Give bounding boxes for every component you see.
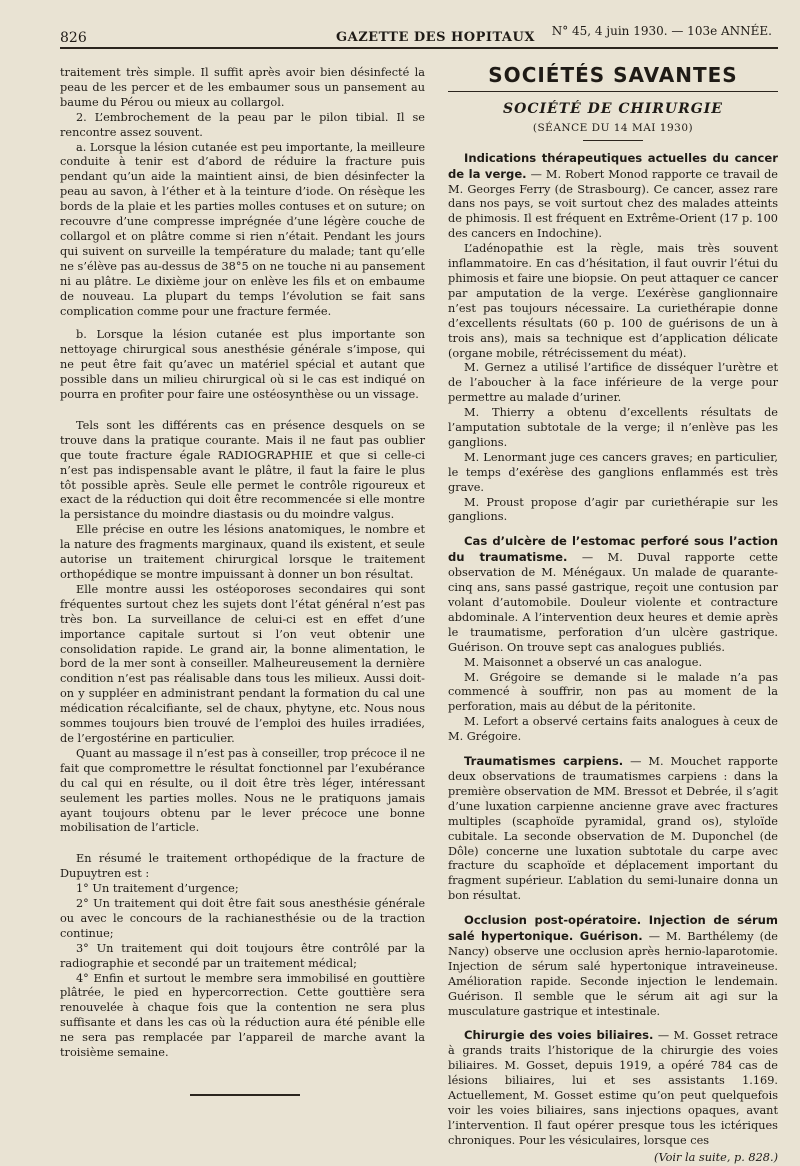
report-item [448, 361, 778, 406]
report-item [448, 496, 778, 526]
report-item [448, 534, 778, 655]
paragraph: Tels sont les différents cas en présence desquels on se trouve dans la pratique courante. Mais il ne faut pas oublier que toute fracture égale RADIOGRAPHIE et que si celle-ci n’est pas indispensable avant le plâtre, il faut la faire le plus tôt possible après. Seule elle permet le contrôle rigoureux et exact de la réduction qui doit être recommencée si elle montre la persistance du moindre diastasis ou du moindre valgus. [60, 418, 425, 522]
paragraph: En résumé le traitement orthopédique de la fracture de Dupuytren est : [60, 852, 425, 881]
section-rule [448, 91, 778, 92]
item-text: M. Lefort a observé certains faits analogues à ceux de M. Grégoire. [448, 715, 778, 744]
report-item [448, 754, 778, 904]
report-item [448, 1028, 778, 1148]
item-title: Occlusion post-opératoire. Injection de sérum salé hypertonique. Guérison. [448, 913, 778, 944]
report-item [448, 671, 778, 716]
item-title: Cas d’ulcère de l’estomac perforé sous l’action du traumatisme. [448, 534, 778, 565]
item-text: M. Grégoire se demande si le malade n’a pas commencé à souffrir, non pas au moment de la perforation, mais au début de la péritonite. [448, 670, 778, 714]
item-text: M. Gernez a utilisé l’artifice de disséquer l’urètre et de l’aboucher à la face inférieure de la verge pour permettre au malade d’uriner. [448, 361, 778, 405]
paragraph: 1° Un traitement d’urgence; [76, 882, 239, 896]
bottom-ornament-rule [190, 1094, 300, 1096]
issue-info: N° 45, 4 juin 1930. — 103e ANNÉE. [551, 24, 772, 38]
item-text: M. Proust propose d’agir par curiethérapie sur les ganglions. [448, 495, 778, 524]
paragraph: 2° Un traitement qui doit être fait sous anesthésie générale ou avec le concours de la rachianesthésie ou de la traction continue; [60, 897, 425, 940]
report-item [448, 656, 778, 671]
item-text: — M. Robert Monod rapporte ce travail de M. Georges Ferry (de Strasbourg). Ce cancer, assez rare dans nos pays, se voit surtout chez des malades atteints de phimosis. Il est fréquent en Extrême-Orient (17 p. 100 des cancers en Indochine). [448, 167, 778, 241]
report-item [448, 406, 778, 451]
session-date: (SÉANCE DU 14 MAI 1930) [532, 121, 694, 134]
paragraph: Quant au massage il n’est pas à conseiller, trop précoce il ne fait que compromettre le résultat fonctionnel par l’exubérance du cal qui en résulte, ou il doit être très léger, intéressant seulement les parties molles. Nous ne le pratiquons jamais ayant toujours obtenu par le lever précoce une bonne mobilisation de l’article. [60, 746, 425, 835]
society-title: SOCIÉTÉ DE CHIRURGIE [503, 100, 723, 117]
journal-title: GAZETTE DES HOPITAUX [336, 30, 535, 45]
page-number: 826 [60, 30, 87, 46]
continued-note: (Voir la suite, p. 828.) [654, 1150, 778, 1164]
paragraph: 2. L’embrochement de la peau par le pilon tibial. Il se rencontre assez souvent. [60, 110, 425, 139]
report-item [448, 715, 778, 745]
paragraph: traitement très simple. Il suffit après avoir bien désinfecté la peau de les percer et de les embaumer sous un pansement au baume du Pérou ou mieux au collargol. [60, 66, 425, 109]
item-text: — M. Mouchet rapporte deux observations de traumatismes carpiens : dans la première observation de MM. Bressot et Debrée, il s’agit d’une luxation carpienne ancienne grave avec fractures multiples (scaphoïde pyramidal, grand os), styloïde cubitale. La seconde observation de M. Duponchel (de Dôle) concerne une luxation subtotale du carpe avec fracture du scaphoïde et déplacement important du fragment supérieur. L’ablation du semi-lunaire donna un bon résultat. [448, 755, 778, 903]
header-rule [60, 47, 778, 49]
paragraph: 3° Un traitement qui doit toujours être contrôlé par la radiographie et secondé par un traitement médical; [60, 941, 425, 970]
item-text: M. Thierry a obtenu d’excellents résultats de l’amputation subtotale de la verge; il n’enlève pas les ganglions. [448, 406, 778, 449]
item-title: Indications thérapeutiques actuelles du cancer de la verge. [448, 150, 778, 181]
paragraph: a. Lorsque la lésion cutanée est peu importante, la meilleure conduite à tenir est d’abord de réduire la fracture puis pendant qu’un aide la maintient ainsi, de bien désinfecter la peau au savon, à l’éther et à la teinture d’iode. On résèque les bords de la plaie et les parties molles contuses et on suture; on recouvre d’une compresse imprégnée d’une légère couche de collargol et on plâtre comme si rien n’était. Pendant les jours qui suivent on surveille la température du malade; tant qu’elle ne s’élève pas au-dessus de 38°5 on ne touche ni au pansement ni au plâtre. Le dixième jour on enlève les fils et on embaume de nouveau. La plupart du temps l’évolution se fait sans complication comme pour une fracture fermée. [60, 140, 425, 318]
report-item [448, 242, 778, 361]
paragraph: Elle montre aussi les ostéoporoses secondaires qui sont fréquentes surtout chez les sujets dont l’état général n’est pas très bon. La surveillance de celui-ci est en effet d’une importance capitale surtout si l’on veut obtenir une consolidation rapide. Le grand air, la bonne alimentation, le bord de la mer sont à conseiller. Malheureusement la dernière condition n’est pas réalisable dans tous les milieux. Aussi doit-on y suppléer en administrant pendant la formation du cal une médication récalcifiante, sel de chaux, phytyne, etc. Nous nous sommes toujours bien trouvé de l’emploi des huiles irradiées, de l’ergostérine en particulier. [60, 582, 425, 745]
paragraph: Elle précise en outre les lésions anatomiques, le nombre et la nature des fragments marginaux, quand ils existent, et seule autorise un traitement chirurgical lorsque le traitement orthopédique se montre impuissant à donner un bon résultat. [60, 523, 425, 581]
page-header [60, 20, 772, 46]
item-text: — M. Gosset retrace à grands traits l’historique de la chirurgie des voies biliaires. M. Gosset, depuis 1919, a opéré 784 cas de lésions biliaires, lui et ses assistants 1.169. Actuellement, M. Gosset estime qu’on peut quelquefois voir les voies biliaires, sans injections opaques, avant l’intervention. Il faut opérer presque tous les ictériques chroniques. Pour les vésiculaires, lorsque ces [448, 1029, 778, 1147]
report-item [448, 451, 778, 496]
item-title: Traumatismes carpiens. [464, 754, 624, 769]
item-text: — M. Barthélemy (de Nancy) observe une occlusion après hernio-laparotomie. Injection de sérum salé hypertonique intraveineuse. Amélioration rapide. Seconde injection le lendemain. Guérison. Il semble que le sérum ait agi sur la musculature gastrique et intestinale. [448, 930, 778, 1018]
paragraph: 4° Enfin et surtout le membre sera immobilisé en gouttière plâtrée, le pied en hypercorrection. Cette gouttière sera renouvelée à chaque fois que la contention ne sera plus suffisante et dans les cas où la réduction aura été pénible elle ne sera pas remplacée par l’appareil de marche avant la troisième semaine. [60, 971, 425, 1060]
item-text: — M. Duval rapporte cette observation de M. Ménégaux. Un malade de quarante-cinq ans, sans passé gastrique, reçoit une contusion par volant d’automobile. Douleur violente et contracture abdominale. A l’intervention deux heures et demie après le traumatisme, perforation d’un ulcère gastrique. Guérison. On trouve sept cas analogues publiés. [448, 551, 778, 654]
report-item [448, 151, 778, 242]
session-rule [583, 140, 643, 141]
left-column [60, 66, 425, 1061]
right-column [448, 63, 778, 1166]
item-text: M. Lenormant juge ces cancers graves; en particulier, le temps d’exérèse des ganglions enflammés est très grave. [448, 450, 778, 494]
item-text: L’adénopathie est la règle, mais très souvent inflammatoire. En cas d’hésitation, il faut ouvrir l’étui du phimosis et faire une biopsie. On peut attaquer ce cancer par amputation de la verge. L’exérèse ganglionnaire n’est pas toujours nécessaire. La curiethérapie donne d’excellents résultats (60 p. 100 de guérisons de un à trois ans), mais sa technique est d’application délicate (organe mobile, rétrécissement du méat). [448, 242, 778, 360]
report-item [448, 913, 778, 1019]
item-text: M. Maisonnet a observé un cas analogue. [464, 655, 703, 669]
section-title: SOCIÉTÉS SAVANTES [488, 63, 738, 87]
paragraph: b. Lorsque la lésion cutanée est plus importante son nettoyage chirurgical sous anesthésie générale s’impose, qui ne peut être fait qu’avec un matériel spécial et autant que possible dans un milieu chirurgical où si le cas est indiqué on pourra en profiter pour faire une ostéosynthèse ou un vissage. [60, 328, 425, 402]
item-title: Chirurgie des voies biliaires. [464, 1028, 654, 1043]
